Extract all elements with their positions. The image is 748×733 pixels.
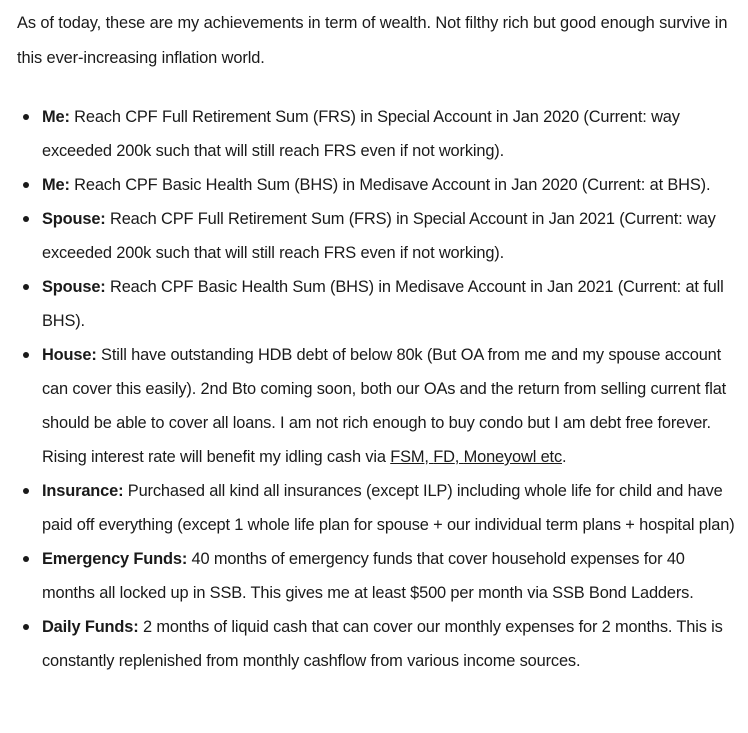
item-text: 40 months of emergency funds that cover household expenses for 40 months all locked up in SSB. This gives me at least $500 per month via SSB Bond Ladders. xyxy=(42,550,694,602)
link-moneyowl[interactable]: Moneyowl etc xyxy=(463,448,563,466)
item-label: Me: xyxy=(42,108,70,126)
list-item xyxy=(17,168,738,202)
list-item xyxy=(17,474,738,542)
bullet-icon xyxy=(23,624,29,630)
item-label: Daily Funds: xyxy=(42,618,139,636)
item-text: Reach CPF Full Retirement Sum (FRS) in Special Account in Jan 2020 (Current: way exceeded 200k such that will still reach FRS even if not working). xyxy=(42,108,680,160)
bullet-icon xyxy=(23,114,29,120)
item-text: 2 months of liquid cash that can cover our monthly expenses for 2 months. This is constantly replenished from monthly cashflow from various income sources. xyxy=(42,618,723,670)
list-item xyxy=(17,338,738,474)
link-fsm[interactable]: FSM xyxy=(390,448,425,466)
bullet-icon xyxy=(23,182,29,188)
bullet-icon xyxy=(23,352,29,358)
link-separator: , xyxy=(424,448,434,466)
item-text: Reach CPF Basic Health Sum (BHS) in Medisave Account in Jan 2021 (Current: at full BHS). xyxy=(42,278,724,330)
item-text: Reach CPF Full Retirement Sum (FRS) in Special Account in Jan 2021 (Current: way exceeded 200k such that will still reach FRS even if not working). xyxy=(42,210,716,262)
item-label: Insurance: xyxy=(42,482,124,500)
link-separator: , xyxy=(454,448,464,466)
bullet-icon xyxy=(23,216,29,222)
bullet-icon xyxy=(23,284,29,290)
item-label: Me: xyxy=(42,176,70,194)
item-label: House: xyxy=(42,346,97,364)
list-item xyxy=(17,202,738,270)
list-item xyxy=(17,100,738,168)
item-text: Purchased all kind all insurances (except ILP) including whole life for child and have paid off everything (except 1 whole life plan for spouse + our individual term plans + hospital plan) xyxy=(42,482,735,534)
intro-paragraph: As of today, these are my achievements in term of wealth. Not filthy rich but good enough survive in this ever-increasing inflation world. xyxy=(17,14,728,67)
achievements-list xyxy=(17,100,738,678)
list-item xyxy=(17,542,738,610)
list-item xyxy=(17,270,738,338)
item-text: Still have outstanding HDB debt of below 80k (But OA from me and my spouse account can cover this easily). 2nd Bto coming soon, both our OAs and the return from selling current flat should be able to cover all loans. I am not rich enough to buy condo but I am debt free forever. Rising interest rate will benefit my idling cash via xyxy=(42,346,727,466)
item-label: Emergency Funds: xyxy=(42,550,188,568)
list-item xyxy=(17,610,738,678)
link-fd[interactable]: FD xyxy=(433,448,455,466)
bullet-icon xyxy=(23,488,29,494)
item-tail: . xyxy=(562,448,567,466)
item-label: Spouse: xyxy=(42,278,106,296)
item-label: Spouse: xyxy=(42,210,106,228)
item-text: Reach CPF Basic Health Sum (BHS) in Medisave Account in Jan 2020 (Current: at BHS). xyxy=(69,176,711,194)
bullet-icon xyxy=(23,556,29,562)
